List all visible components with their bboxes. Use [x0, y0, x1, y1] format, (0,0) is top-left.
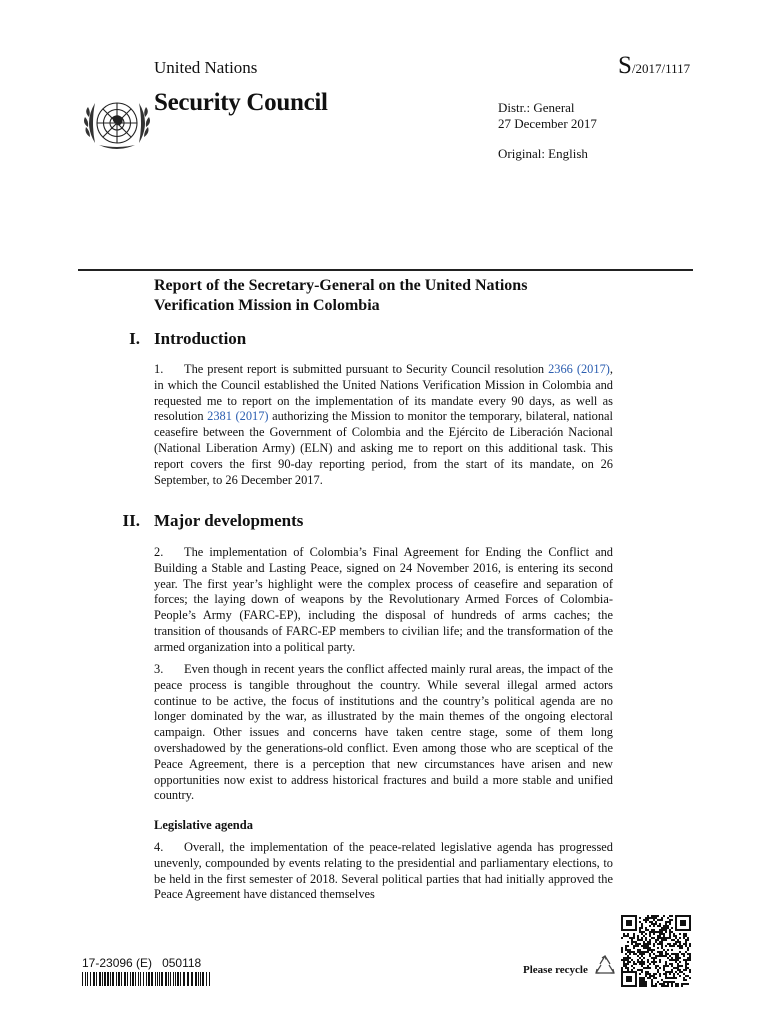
un-emblem-icon — [79, 93, 155, 153]
section-heading-introduction — [129, 329, 247, 349]
paragraph-text: Even though in recent years the conflict affected mainly rural areas, the impact of the peace process is tangible throughout the country. While several illegal armed actors continue to be active, the focus of institutions and the country’s political agenda are no longer dominated by the war, as illustrated by the main themes of the ongoing electoral campaign. Other issues and concerns have taken centre stage, some of them long overshadowed by the generations-old conflict. Even among those who are sceptical of the Peace Agreement, there is a perception that new circumstances have arisen and new opportunities now exist to address historical fractures and build a more stable and unified country. — [154, 662, 613, 803]
header-divider — [78, 269, 693, 271]
paragraph-4 — [154, 840, 613, 903]
section-number: I. — [129, 329, 140, 348]
qr-code-icon — [621, 915, 691, 987]
barcode-icon — [82, 972, 210, 986]
subheading-legislative-agenda: Legislative agenda — [154, 818, 253, 832]
paragraph-3 — [154, 662, 613, 804]
job-number: 17-23096 (E) — [82, 956, 153, 970]
distribution-label: Distr.: General — [498, 100, 575, 115]
paragraph-text: The implementation of Colombia’s Final Agreement for Ending the Conflict and Building a Stable and Lasting Peace, signed on 24 November 2016, is entering its second year. The first year’s highlight were the complex process of ceasefire and separation of forces; the laying down of weapons by the Revolutionary Armed Forces of Colombia-People’s Army (FARC-EP), including the disposal of hundreds of arms caches; the transition of thousands of FARC-EP members to civilian life; and the transformation of the armed organization into a political party. — [154, 545, 613, 654]
resolution-2366-link[interactable]: 2366 (2017) — [548, 362, 610, 376]
document-date: 27 December 2017 — [498, 116, 597, 131]
recycle-note: Please recycle — [523, 964, 588, 976]
section-heading-major-developments — [122, 511, 304, 531]
section-title: Major developments — [154, 511, 304, 530]
paragraph-text: , in which the Council established the United Nations Verification Mission in Colombia and requested me to report on the implementation of its mandate every 90 days, as well as resolution — [154, 362, 613, 424]
document-symbol — [618, 52, 690, 80]
distribution-block — [498, 100, 597, 162]
section-number: II. — [122, 511, 140, 530]
original-language: Original: English — [498, 146, 588, 161]
job-code: 050118 — [162, 956, 202, 970]
organization-name: United Nations — [154, 58, 258, 77]
document-job-number — [82, 956, 201, 970]
paragraph-number: 1. — [154, 362, 164, 376]
paragraph-2 — [154, 545, 613, 656]
recycle-icon — [592, 953, 618, 979]
paragraph-text: The present report is submitted pursuant to Security Council resolution — [184, 362, 549, 376]
paragraph-text: authorizing the Mission to monitor the temporary, bilateral, national ceasefire between the Government of Colombia and the Ejército de Liberación Nacional (National Liberation Army) (ELN) and asking me to report on this additional task. This report covers the first 90-day reporting period, from the start of its mandate, on 26 September, to 26 December 2017. — [154, 409, 613, 487]
council-title: Security Council — [154, 89, 328, 116]
section-title: Introduction — [154, 329, 247, 348]
symbol-number: /2017/1117 — [631, 61, 691, 76]
symbol-prefix: S — [618, 52, 632, 79]
paragraph-number: 4. — [154, 840, 164, 854]
paragraph-text: Overall, the implementation of the peace-related legislative agenda has progressed unevenly, compounded by events relating to the presidential and parliamentary elections, to be held in the first semester of 2018. Several political parties that had initially approved the Peace Agreement have distanced themselves — [154, 840, 613, 902]
paragraph-number: 2. — [154, 545, 164, 559]
paragraph-1 — [154, 362, 613, 488]
resolution-2381-link[interactable]: 2381 (2017) — [207, 409, 269, 424]
paragraph-number: 3. — [154, 662, 164, 676]
report-title: Report of the Secretary-General on the United Nations Verification Mission in Colombia — [154, 277, 528, 314]
